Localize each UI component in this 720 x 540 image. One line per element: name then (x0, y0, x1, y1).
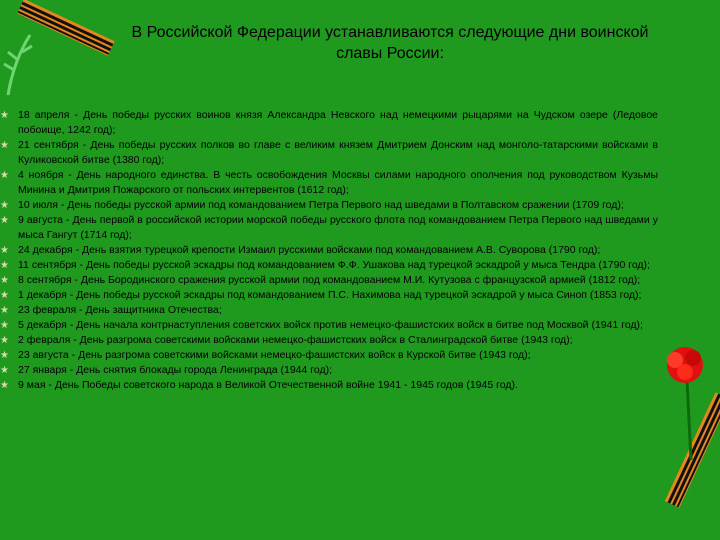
star-bullet-icon: ★ (0, 170, 9, 181)
military-glory-days-list (0, 108, 658, 393)
list-item: ★ 23 февраля - День защитника Отечества; (0, 304, 222, 316)
list-item: ★ 24 декабря - День взятия турецкой крепости Измаил русскими войсками под командованием А.В. Суворова (1790 год); (0, 244, 601, 256)
list-item: ★ 9 августа - День первой в российской истории морской победы русского флота под командованием Петра Первого над шведами у мыса Гангут (1714 год); (0, 214, 658, 241)
list-item: ★ 27 января - День снятия блокады города Ленинграда (1944 год); (0, 364, 333, 376)
star-bullet-icon: ★ (0, 305, 9, 316)
carnation-ribbon-decoration (655, 340, 720, 540)
list-item: ★ 2 февраля - День разгрома советскими войсками немецко-фашистских войск в Сталинградской битве (1943 год); (0, 334, 573, 346)
star-bullet-icon: ★ (0, 350, 9, 361)
star-bullet-icon: ★ (0, 140, 9, 151)
list-item: ★ 8 сентября - День Бородинского сражения русской армии под командованием М.И. Кутузова с французской армией (1812 год); (0, 274, 641, 286)
list-item: ★ 5 декабря - День начала контрнаступления советских войск против немецко-фашистских войск в битве под Москвой (1941 год); (0, 319, 643, 331)
star-bullet-icon: ★ (0, 275, 9, 286)
list-item: ★ 1 декабря - День победы русской эскадры под командованием П.С. Нахимова над турецкой эскадрой у мыса Синоп (1853 год); (0, 289, 642, 301)
star-bullet-icon: ★ (0, 365, 9, 376)
star-bullet-icon: ★ (0, 320, 9, 331)
star-bullet-icon: ★ (0, 290, 9, 301)
star-bullet-icon: ★ (0, 200, 9, 211)
st-george-ribbon-decoration (0, 0, 120, 100)
star-bullet-icon: ★ (0, 245, 9, 256)
list-item: ★ 4 ноября - День народного единства. В честь освобождения Москвы силами народного ополчения под руководством Кузьмы Минина и Дмитрия Пожарского от польских интервентов (1612 год); (0, 169, 658, 196)
list-item: ★ 11 сентября - День победы русской эскадры под командованием Ф.Ф. Ушакова над турецкой эскадрой у мыса Тендра (1790 год); (0, 259, 650, 271)
list-item: ★ 21 сентября - День победы русских полков во главе с великим князем Дмитрием Донским над монголо-татарскими войсками в Куликовской битве (1380 год); (0, 139, 658, 166)
list-item: ★ 18 апреля - День победы русских воинов князя Александра Невского над немецкими рыцарями на Чудском озере (Ледовое побоище, 1242 год); (0, 109, 658, 136)
star-bullet-icon: ★ (0, 380, 9, 391)
star-bullet-icon: ★ (0, 335, 9, 346)
page-title: В Российской Федерации устанавливаются следующие дни воинской славы России: (131, 24, 649, 62)
list-item: ★ 10 июля - День победы русской армии под командованием Петра Первого над шведами в Полтавском сражении (1709 год); (0, 199, 624, 211)
list-item: ★ 23 августа - День разгрома советскими войсками немецко-фашистских войск в Курской битве (1943 год); (0, 349, 531, 361)
list-item: ★ 9 мая - День Победы советского народа в Великой Отечественной войне 1941 - 1945 годов (1945 год). (0, 379, 518, 391)
star-bullet-icon: ★ (0, 110, 9, 121)
star-bullet-icon: ★ (0, 215, 9, 226)
star-bullet-icon: ★ (0, 260, 9, 271)
